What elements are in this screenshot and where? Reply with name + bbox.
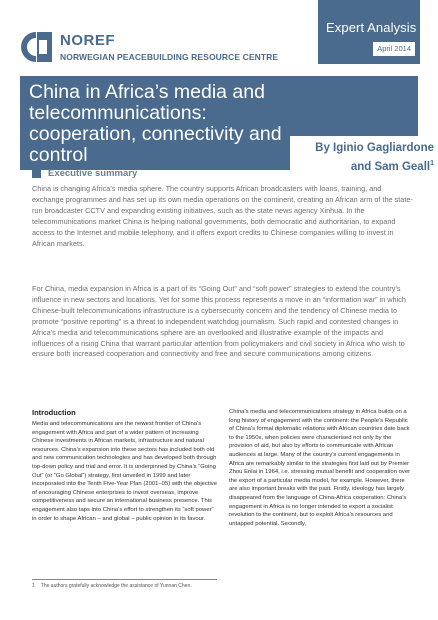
summary-paragraph-1: China is changing Africa’s media sphere. The country supports African broadcasters with loans, training, and exchange programmes and has set up its own media operations on the continent, creating an African arm of the state-run broadcaster CCTV and expanding existing initiatives, such as the state news agency Xinhua. In the telecommunications market China is helping national governments, both democratic and authoritarian, to expand access to the Internet and mobile telephony, and it offers export credits to Chinese companies willing to invest in African markets. xyxy=(32,184,413,248)
logo-subtitle: NORWEGIAN PEACEBUILDING RESOURCE CENTRE xyxy=(60,52,279,62)
footnote xyxy=(32,583,192,589)
author-footnote-mark: 1 xyxy=(430,160,434,167)
noref-logo-icon xyxy=(20,31,52,63)
body-column-right xyxy=(229,408,414,528)
authors xyxy=(315,141,434,175)
authors-line-1: By Iginio Gagliardone xyxy=(315,142,434,154)
introduction-text: Media and telecommunications are the newest frontier of China’s engagement with Africa and part of a wider pattern of increasing Chinese investments in African markets, infrastructure and natural resources. China’s expansion into these sectors has included both old and new communication technologies and has developed both through top-down policy and trial and error. It is underpinned by China’s “Going Out” (or “Go Global”) strategy, first unveiled in 1999 and later incorporated into the Tenth Five-Year Plan (2001–05) with the objective of encouraging Chinese enterprises to invest overseas, improve competitiveness and secure an international business presence. This engagement also taps into China’s effort to strengthen its “soft power” in order to shape African – and global – public opinion in its favour. xyxy=(32,421,218,522)
summary-paragraph-2: For China, media expansion in Africa is a part of its “Going Out” and “soft power” strategies to extend the country’s influence in new sectors and locations. Yet for some this process represents a move in an “information war” in which Chinese-built telecommunications infrastructure is a cybersecurity concern and the tendency of Chinese media to promote “positive reporting” is a threat to independent watchdog journalism. Such rapid and contested changes in Africa’s media and telecommunications sphere are an overlooked and illustrative example of the impacts and influences of a rising China that warrant particular attention from policymakers and civil society in Africa who wish to ensure both increased cooperation and connectivity and free and secure communications among citizens. xyxy=(32,284,406,359)
introduction-heading: Introduction xyxy=(32,408,76,417)
square-bullet-icon xyxy=(32,169,41,178)
expert-analysis-tab xyxy=(318,0,420,64)
logo-name: NOREF xyxy=(60,32,115,49)
authors-box xyxy=(290,136,436,180)
body-column-left xyxy=(32,408,217,523)
executive-summary-label: Executive summary xyxy=(48,168,138,179)
footnote-number: 1 xyxy=(32,583,35,589)
body-text-right: China’s media and telecommunications strategy in Africa builds on a long history of engagement with the continent: the People’s Republic of China’s formal diplomatic relations with African countries date back to the 1950s, when policies were characterised not only by the provision of aid, but also by efforts to communicate with African audiences at large. Many of the country’s current engagements in Africa are remarkably similar to the strategies first laid out by Premier Zhou Enlai in 1964, i.e. stressing mutual benefit and cooperation over the export of a particular media model, for example. However, there are also important breaks with the past. Firstly, ideology has largely disappeared from the language of China-Africa cooperation: China’s engagement in Africa is no longer intended to export a socialist revolution to the continent, but to exploit Africa’s resources and untapped potential. Secondly, xyxy=(229,409,411,527)
footnote-divider xyxy=(32,579,217,580)
footnote-text: The authors gratefully acknowledge the assistance of Yunnan Chen. xyxy=(40,583,192,589)
authors-line-2: and Sam Geall xyxy=(350,160,431,173)
title-band xyxy=(20,76,434,173)
publication-date: April 2014 xyxy=(373,42,415,56)
executive-summary-heading xyxy=(32,168,137,179)
document-title: China in Africa’s media and telecommunications: cooperation, connectivity and control xyxy=(29,81,282,166)
series-label: Expert Analysis xyxy=(326,20,417,35)
